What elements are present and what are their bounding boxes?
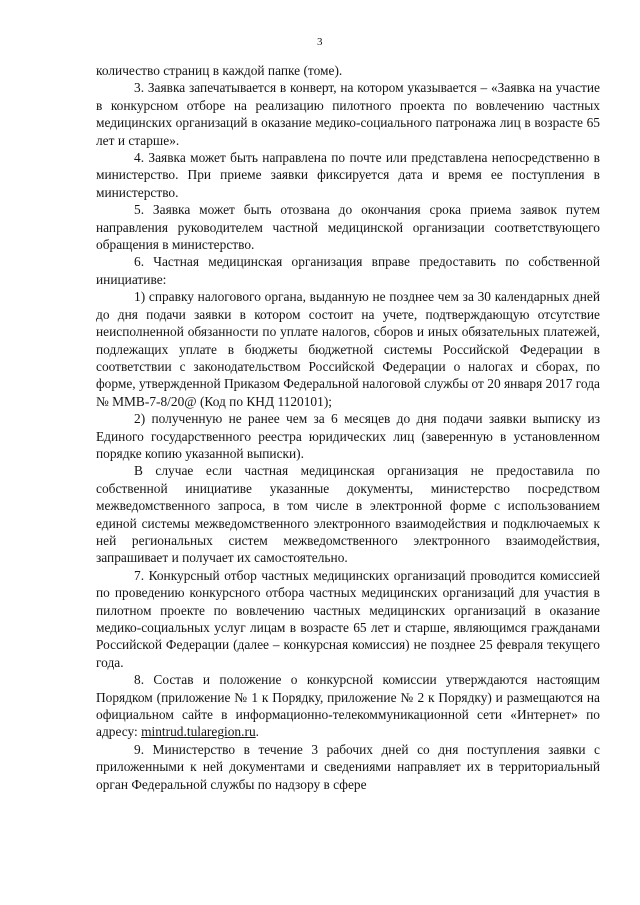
paragraph-item-6: 6. Частная медицинская организация вправе предоставить по собственной инициативе:: [96, 254, 600, 287]
paragraph-subitem-2: 2) полученную не ранее чем за 6 месяцев до дня подачи заявки выписку из Единого государственного реестра юридических лиц (заверенную в установленном порядке копию указанной выписки).: [96, 411, 600, 461]
paragraph-item-8: [96, 671, 600, 741]
paragraph-item-4: 4. Заявка может быть направлена по почте или представлена непосредственно в министерство. При приеме заявки фиксируется дата и время ее поступления в министерство.: [96, 150, 600, 200]
paragraph-item-8-end: .: [255, 724, 259, 740]
paragraph-item-5: 5. Заявка может быть отозвана до окончания срока приема заявок путем направления руководителем частной медицинской организации соответствующего обращения в министерство.: [96, 202, 600, 253]
paragraph-interagency-request: В случае если частная медицинская организация не предоставила по собственной инициативе указанные документы, министерство посредством межведомственного запроса, в том числе в электронной форме с использованием единой системы межведомственного электронного взаимодействия и подключаемых к ней региональных систем межведомственного электронного взаимодействия, запрашивает и получает их самостоятельно.: [96, 463, 600, 566]
page-number: 3: [317, 36, 323, 48]
paragraph-item-3: 3. Заявка запечатывается в конверт, на котором указывается – «Заявка на участие в конкурсном отборе на реализацию пилотного проекта по вовлечению частных медицинских организаций в оказание медико-социального патронажа лиц в возрасте 65 лет и старше».: [96, 80, 600, 148]
paragraph-subitem-1: 1) справку налогового органа, выданную не позднее чем за 30 календарных дней до дня подачи заявки в котором состоит на учете, подтверждающую отсутствие неисполненной обязанности по уплате налогов, сборов и иных обязательных платежей, подлежащих уплате в бюджеты бюджетной системы Российской Федерации в соответствии с законодательством Российской Федерации о налогах и сборах, по форме, утвержденной Приказом Федеральной налоговой службы от 20 января 2017 года № ММВ-7-8/20@ (Код по КНД 1120101);: [96, 289, 600, 409]
document-body: [96, 62, 600, 793]
paragraph-item-8-text: 8. Состав и положение о конкурсной комиссии утверждаются настоящим Порядком (приложение № 1 к Порядку, приложение № 2 к Порядку) и размещаются на официальном сайте в информационно-телекоммуникационной сети «Интернет» по адресу:: [96, 672, 600, 740]
paragraph-continuation: количество страниц в каждой папке (томе).: [96, 63, 343, 78]
paragraph-item-9: 9. Министерство в течение 3 рабочих дней со дня поступления заявки с приложенными к ней документами и сведениями направляет их в территориальный орган Федеральной службы по надзору в сфере: [96, 741, 600, 792]
paragraph-item-7: 7. Конкурсный отбор частных медицинских организаций проводится комиссией по проведению конкурсного отбора частных медицинских организаций для участия в пилотном проекте по вовлечению частных медицинских организаций в оказание медико-социальных услуг лицам в возрасте 65 лет и старше, являющимся гражданами Российской Федерации (далее – конкурсная комиссия) не позднее 25 февраля текущего года.: [96, 567, 600, 670]
website-link[interactable]: mintrud.tularegion.ru: [141, 724, 256, 740]
